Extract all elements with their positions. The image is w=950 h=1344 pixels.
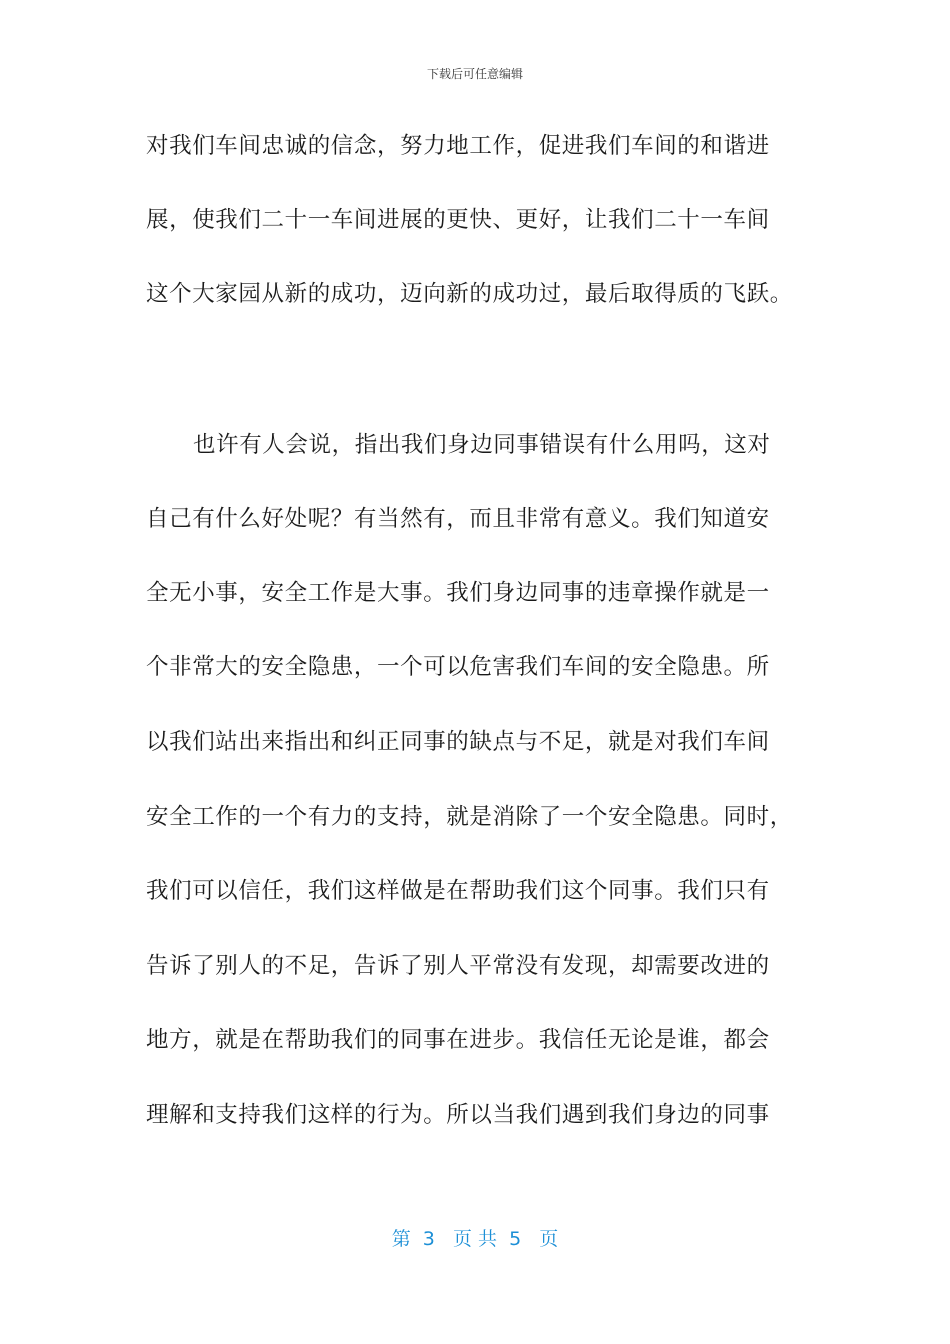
text-line: 以我们站出来指出和纠正同事的缺点与不足，就是对我们车间 xyxy=(146,729,770,755)
text-line: 个非常大的安全隐患，一个可以危害我们车间的安全隐患。所 xyxy=(146,654,770,680)
text-line: 理解和支持我们这样的行为。所以当我们遇到我们身边的同事 xyxy=(146,1102,770,1128)
page-header: 下载后可任意编辑 xyxy=(426,67,523,81)
page-number-footer: 第 3 页 共 5 页 xyxy=(391,1228,559,1250)
text-line: 对我们车间忠诚的信念，努力地工作，促进我们车间的和谐进 xyxy=(146,133,770,159)
text-line: 展，使我们二十一车间进展的更快、更好，让我们二十一车间 xyxy=(146,207,770,233)
text-line: 这个大家园从新的成功，迈向新的成功过，最后取得质的飞跃。 xyxy=(146,281,793,307)
text-line: 我们可以信任，我们这样做是在帮助我们这个同事。我们只有 xyxy=(146,878,770,904)
text-line: 地方，就是在帮助我们的同事在进步。我信任无论是谁，都会 xyxy=(146,1027,770,1053)
text-line: 全无小事，安全工作是大事。我们身边同事的违章操作就是一 xyxy=(146,580,770,606)
text-line: 告诉了别人的不足，告诉了别人平常没有发现，却需要改进的 xyxy=(146,953,770,979)
text-line: 安全工作的一个有力的支持，就是消除了一个安全隐患。同时， xyxy=(146,804,793,830)
text-line: 自己有什么好处呢？有当然有，而且非常有意义。我们知道安 xyxy=(146,506,770,532)
text-line-indented: 也许有人会说，指出我们身边同事错误有什么用吗，这对 xyxy=(193,432,771,458)
